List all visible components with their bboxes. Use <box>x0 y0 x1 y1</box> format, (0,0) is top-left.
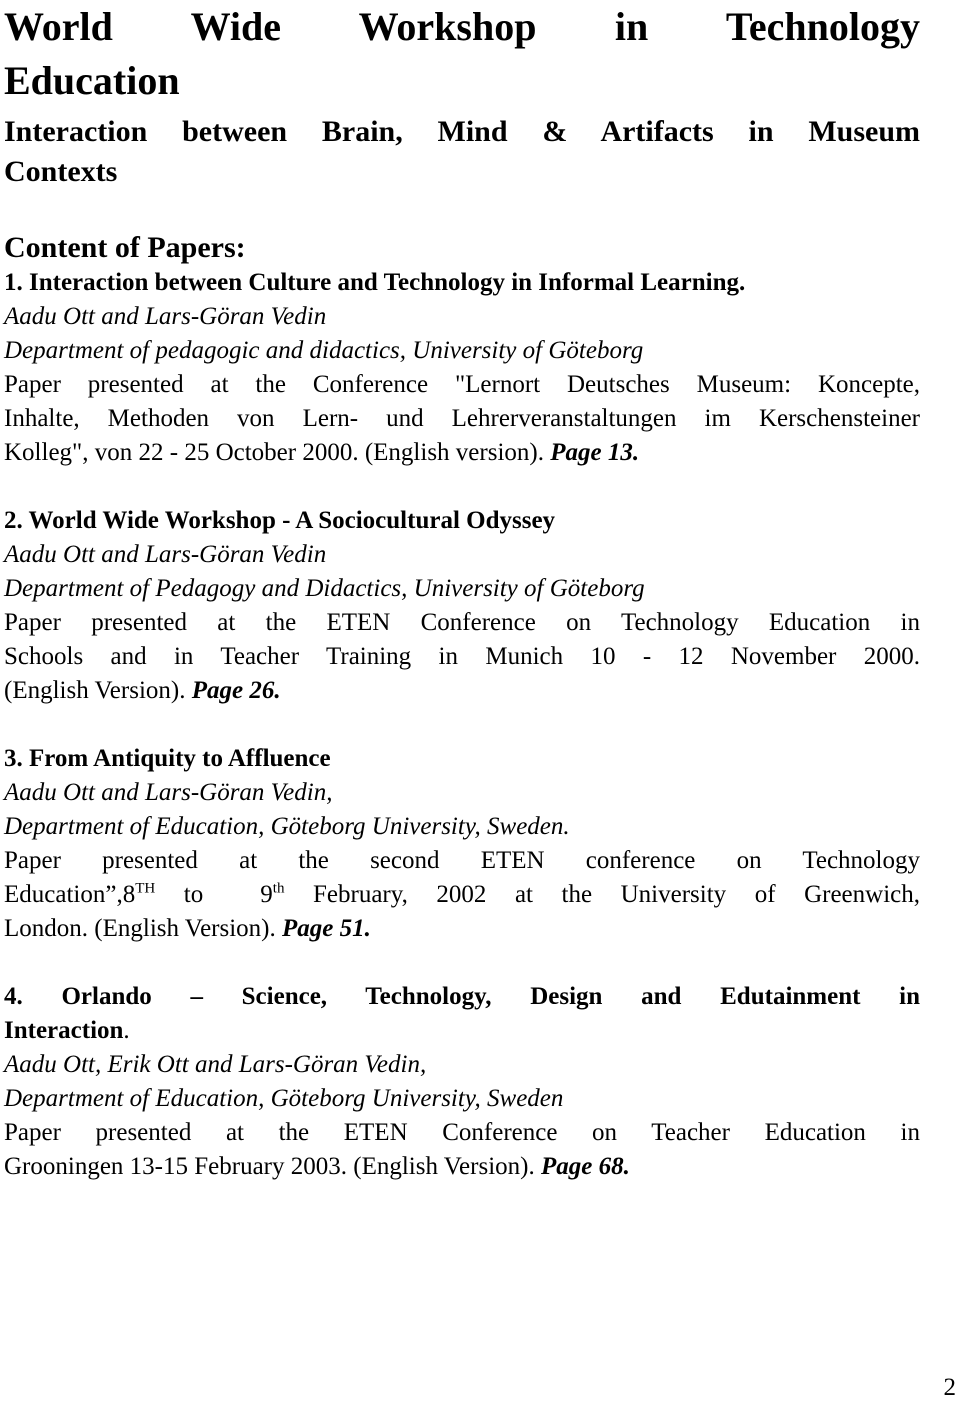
spacer <box>4 708 920 742</box>
paper-description-line: Inhalte, Methoden von Lern- und Lehrerveranstaltungen im Kerschensteiner <box>4 405 920 432</box>
title-line-1: World Wide Workshop in Technology <box>4 4 920 49</box>
document-title <box>4 0 920 108</box>
paper-title: 2. World Wide Workshop - A Sociocultural Odyssey <box>4 507 556 534</box>
subtitle-line-1: Interaction between Brain, Mind & Artifacts in Museum <box>4 115 920 148</box>
document-page <box>4 0 920 1184</box>
paper-description-text: February, 2002 at the University of Greenwich, <box>284 881 920 908</box>
paper-description-line: Paper presented at the second ETEN conference on Technology <box>4 847 920 874</box>
paper-page-reference: Page 13. <box>550 439 640 466</box>
paper-description-line: Paper presented at the ETEN Conference on Technology Education in <box>4 609 920 636</box>
paper-authors: Aadu Ott, Erik Ott and Lars-Göran Vedin, <box>4 1051 427 1078</box>
spacer <box>4 470 920 504</box>
paper-description-line: Schools and in Teacher Training in Munich 10 - 12 November 2000. <box>4 643 920 670</box>
paper-entry-4 <box>4 980 920 1184</box>
paper-description-line: Paper presented at the Conference "Lernort Deutsches Museum: Koncepte, <box>4 371 920 398</box>
subtitle-line-2: Contexts <box>4 155 118 188</box>
paper-description-line <box>4 439 639 466</box>
paper-page-reference: Page 26. <box>191 677 281 704</box>
paper-description-text: to 9 <box>155 881 273 908</box>
superscript: TH <box>135 880 156 897</box>
contents-heading: Content of Papers: <box>4 231 246 264</box>
paper-department: Department of Pedagogy and Didactics, University of Göteborg <box>4 575 645 602</box>
paper-title-punctuation: . <box>123 1017 130 1044</box>
paper-entry-2 <box>4 504 920 708</box>
paper-title: 3. From Antiquity to Affluence <box>4 745 331 772</box>
paper-department: Department of pedagogic and didactics, University of Göteborg <box>4 337 644 364</box>
paper-page-reference: Page 68. <box>540 1153 630 1180</box>
paper-title-text: Interaction <box>4 1017 124 1044</box>
paper-title: 1. Interaction between Culture and Technology in Informal Learning. <box>4 269 746 296</box>
superscript: th <box>272 880 285 897</box>
paper-authors: Aadu Ott and Lars-Göran Vedin <box>4 303 327 330</box>
page-number: 2 <box>943 1374 956 1401</box>
paper-description-line <box>4 1153 630 1180</box>
paper-entry-1 <box>4 266 920 470</box>
paper-entry-3 <box>4 742 920 946</box>
paper-authors: Aadu Ott and Lars-Göran Vedin <box>4 541 327 568</box>
paper-department: Department of Education, Göteborg University, Sweden. <box>4 813 570 840</box>
paper-description-line: Paper presented at the ETEN Conference on Teacher Education in <box>4 1119 920 1146</box>
paper-department: Department of Education, Göteborg University, Sweden <box>4 1085 564 1112</box>
paper-description-text: Education”,8 <box>4 881 136 908</box>
paper-description-text: Grooningen 13-15 February 2003. (English Version). <box>4 1153 535 1180</box>
paper-description-text: (English Version). <box>4 677 186 704</box>
document-subtitle <box>4 112 920 192</box>
paper-title-continued <box>4 1014 920 1048</box>
paper-page-reference: Page 51. <box>282 915 371 942</box>
title-line-2: Education <box>4 58 180 103</box>
paper-title: 4. Orlando – Science, Technology, Design and Edutainment in <box>4 983 920 1010</box>
paper-description-line <box>4 677 281 704</box>
paper-description-line <box>4 878 920 912</box>
paper-description-line <box>4 915 371 942</box>
paper-description-text: London. (English Version). <box>4 915 276 942</box>
paper-authors: Aadu Ott and Lars-Göran Vedin, <box>4 779 333 806</box>
paper-description-text: Kolleg", von 22 - 25 October 2000. (English version). <box>4 439 544 466</box>
spacer <box>4 946 920 980</box>
